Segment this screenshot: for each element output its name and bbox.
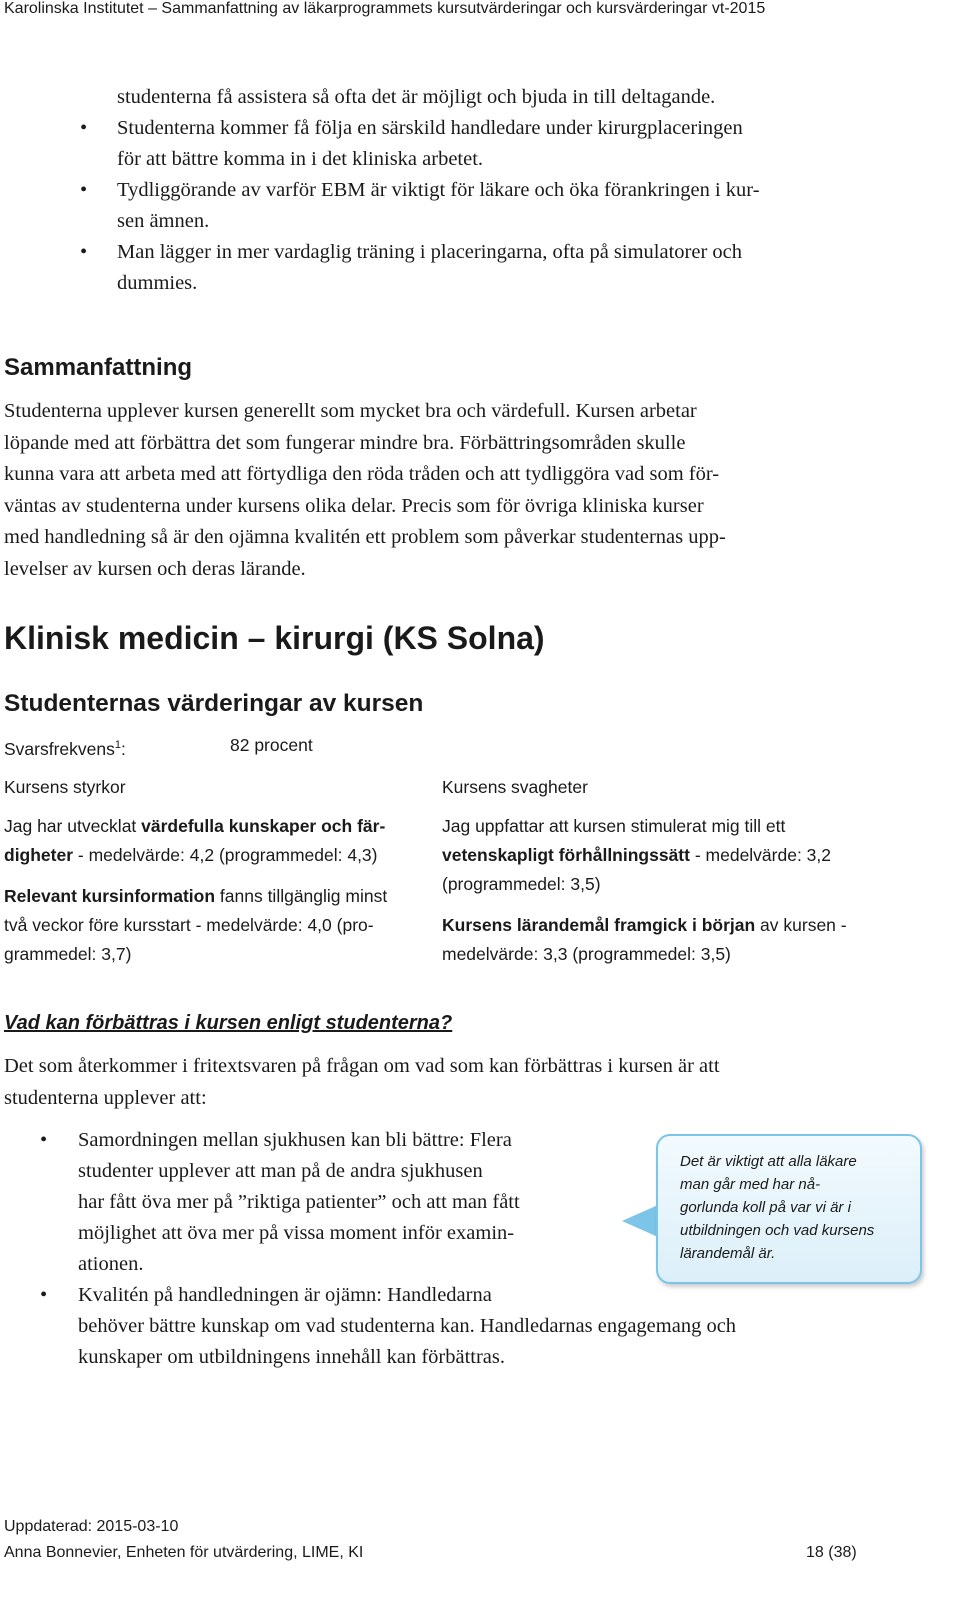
list-item: • Studenterna kommer få följa en särskild handledare under kirurgplaceringen för att bättre komma in i det kliniska arbetet. [80,113,900,175]
course-title: Klinisk medicin – kirurgi (KS Solna) [4,620,545,656]
weakness-item: Kursens lärandemål framgick i början av kursen - medelvärde: 3,3 (programmedel: 3,5) [442,915,847,964]
top-bullet-list [80,82,900,299]
list-item: • Samordningen mellan sjukhusen kan bli bättre: Flera studenter upplever att man på de andra sjukhusen har fått öva mer på ”riktiga patienter” och att man fått möjlighet att öva mer på vissa moment inför examin- ationen. [40,1125,880,1280]
weaknesses-list [442,812,882,981]
weakness-item: Jag uppfattar att kursen stimulerat mig till ett vetenskapligt förhållningssätt - medelvärde: 3,2 (programmedel: 3,5) [442,816,832,894]
summary-heading: Sammanfattning [4,354,193,381]
improve-intro: Det som återkommer i fritextsvaren på frågan om vad som kan förbättras i kursen är att studenterna upplever att: [4,1055,720,1109]
bullet-icon: • [80,117,88,139]
list-item: • Kvalitén på handledningen är ojämn: Handledarna behöver bättre kunskap om vad studenterna kan. Handledarnas engagemang och kunskaper om utbildningens innehåll kan förbättras. [40,1280,880,1373]
strengths-heading: Kursens styrkor [4,777,126,797]
course-subtitle: Studenternas värderingar av kursen [4,690,424,717]
continued-line: studenterna få assistera så ofta det är möjligt och bjuda in till deltagande. [117,86,716,108]
response-rate-label: Svarsfrekvens$^1$: [4,738,126,759]
response-rate-value: 82 procent [230,735,313,755]
footer-author: Anna Bonnevier, Enheten för utvärdering, LIME, KI [4,1544,364,1561]
bullet-icon: • [40,1284,48,1306]
strength-item: Jag har utvecklat värdefulla kunskaper och fär- digheter - medelvärde: 4,2 (programmedel: 4,3) [4,816,386,865]
footer-updated: Uppdaterad: 2015-03-10 [4,1518,179,1535]
bullet-icon: • [40,1129,48,1151]
callout-pointer [622,1205,658,1237]
bullet-icon: • [80,179,88,201]
strength-item: Relevant kursinformation fanns tillgänglig minst två veckor före kursstart - medelvärde: 4,0 (pro- grammedel: 3,7) [4,886,388,964]
list-item: • Man lägger in mer vardaglig träning i placeringarna, ofta på simulatorer och dummies. [80,237,900,299]
strengths-list [4,812,424,981]
weaknesses-heading: Kursens svagheter [442,777,588,797]
page-number: 18 (38) [806,1544,857,1561]
bullet-icon: • [80,241,88,263]
list-item: • Tydliggörande av varför EBM är viktigt för läkare och öka förankringen i kur- sen ämnen. [80,175,900,237]
improve-heading: Vad kan förbättras i kursen enligt studenterna? [4,1012,453,1034]
summary-paragraph: Studenterna upplever kursen generellt som mycket bra och värdefull. Kursen arbetar löpande med att förbättra det som fungerar mindre bra. Förbättringsområden skulle kunna vara att arbeta med att förtydliga den röda tråden och att tydliggöra vad som för- väntas av studenterna under kursens olika delar. Precis som för övriga kliniska kurser med handledning så är den ojämna kvalitén ett problem som påverkar studenternas upp- levelser av kursen och deras lärande. [4,400,726,580]
page-header: Karolinska Institutet – Sammanfattning av läkarprogrammets kursutvärderingar och kursvärderingar vt-2015 [4,0,766,17]
quote-callout: Det är viktigt att alla läkare man går med har nå- gorlunda koll på var vi är i utbildningen och vad kursens lärandemål är. [656,1134,922,1284]
